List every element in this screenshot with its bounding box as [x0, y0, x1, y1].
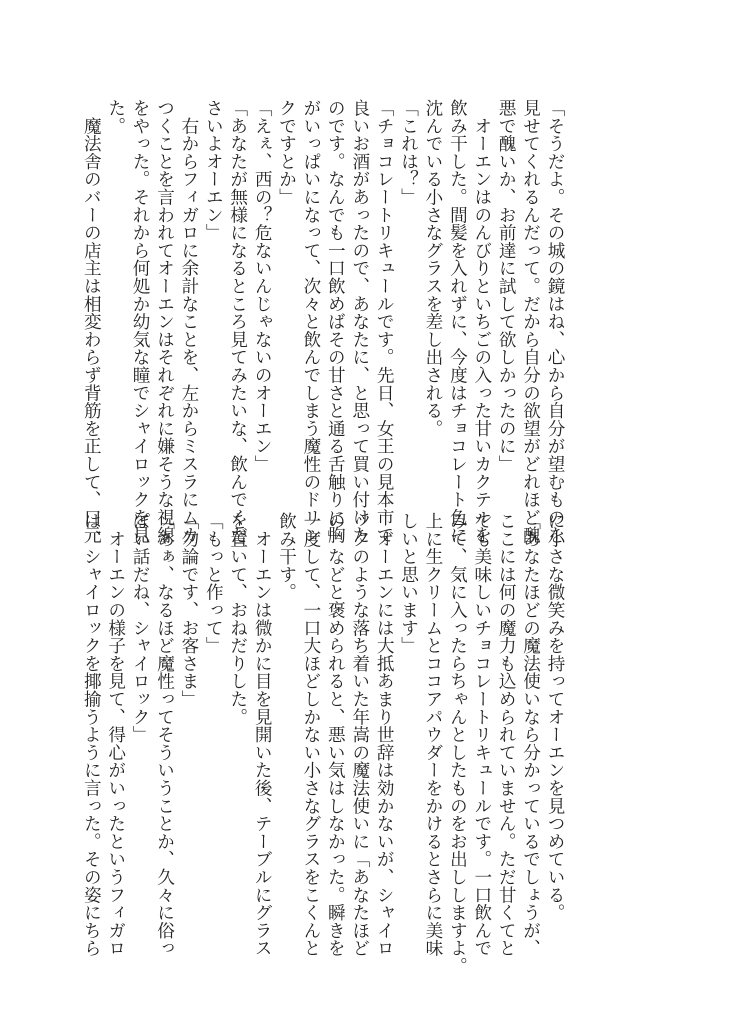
text-line: は、シャイロックを揶揄うように言った。その姿にちら [81, 512, 102, 957]
text-line: さいよオーエン」 [203, 99, 224, 242]
text-line: 飲み干した。間髪を入れずに、今度はチョコレート色に [447, 99, 468, 544]
text-line: ても美味しいチョコレートリキュールです。一口飲んで [471, 512, 492, 957]
text-line: 良いお酒があったので、あなたに、と思って買い付けた [349, 99, 370, 544]
text-line: ぽい話だね、シャイロック」 [130, 512, 151, 744]
text-line: 「そうだよ。その城の鏡はね、心から自分が望むものを [545, 99, 565, 544]
text-line: オーエンには大抵あまり世辞は効かないが、シャイロ [374, 512, 395, 957]
text-line: 魔法舎のバーの店主は相変わらず背筋を正して、口元 [81, 99, 102, 544]
text-line: 見せてくれるんだって。だから自分の欲望がどれほど醜 [520, 99, 541, 544]
text-line: オーエンは微かに目を見開いた後、テーブルにグラス [252, 512, 273, 957]
text-line: 「えぇ、西の？危ないんじゃないのオーエン」 [252, 99, 273, 473]
text-block-bottom [79, 512, 567, 975]
text-line: 悪で醜いか、お前達に試して欲しかったのに」 [496, 99, 517, 473]
text-line: 「勿論です、お客さま」 [178, 512, 199, 708]
text-line: 一度して、一口大ほどしかない小さなグラスをこくんと [300, 512, 321, 957]
text-block-top [79, 99, 567, 544]
text-line: を置いて、おねだりした。 [227, 512, 248, 726]
text-line: 「あなたほどの魔法使いなら分かっているでしょうが、 [520, 512, 541, 957]
text-line: をやった。それから何処か幼気な瞳でシャイロックを見 [130, 99, 151, 544]
text-line: 飲み干す。 [276, 512, 297, 601]
text-line: しいと思います」 [398, 512, 419, 655]
text-line: 「あぁ、なるほど魔性ってそういうことか、久々に俗っ [154, 512, 175, 957]
text-line: 「あなたが無様になるところ見てみたいな、飲んでくだ [227, 99, 248, 544]
text-line: ここには何の魔力も込められていません。ただ甘くてと [496, 512, 517, 957]
text-line: のです。なんでも一口飲めばその甘さと通る舌触りに胸 [325, 99, 346, 544]
text-line: 「もっと作って」 [203, 512, 224, 655]
text-line: オーエンはのんびりといちごの入った甘いカクテルを [471, 99, 492, 544]
text-line: 「これは？」 [398, 99, 419, 206]
text-line: がいっぱいになって、次々と飲んでしまう魔性のドリン [300, 99, 321, 544]
text-line: た。 [105, 99, 126, 135]
text-line: クですとか」 [276, 99, 297, 206]
text-line: 上に生クリームとココアパウダーをかけるとさらに美味 [422, 512, 443, 957]
text-line: 沈んでいる小さなグラスを差し出される。 [422, 99, 443, 438]
text-line: つくことを言われてオーエンはそれぞれに嫌そうな視線 [154, 99, 175, 544]
text-line: 「チョコレートリキュールです。先日、女王の見本市で [374, 99, 395, 544]
text-line: に小さな微笑みを持ってオーエンを見つめている。 [545, 512, 565, 922]
text-line: 右からフィガロに余計なことを、左からミスラにムカ [178, 99, 199, 544]
text-line: の」などと褒められると、悪い気はしなかった。瞬きを [325, 512, 346, 957]
text-line: オーエンの様子を見て、得心がいったというフィガロ [105, 512, 126, 957]
text-line: みて、気に入ったらちゃんとしたものをお出ししますよ。 [447, 512, 468, 975]
text-line: ックのような落ち着いた年嵩の魔法使いに「あなたほど [349, 512, 370, 957]
